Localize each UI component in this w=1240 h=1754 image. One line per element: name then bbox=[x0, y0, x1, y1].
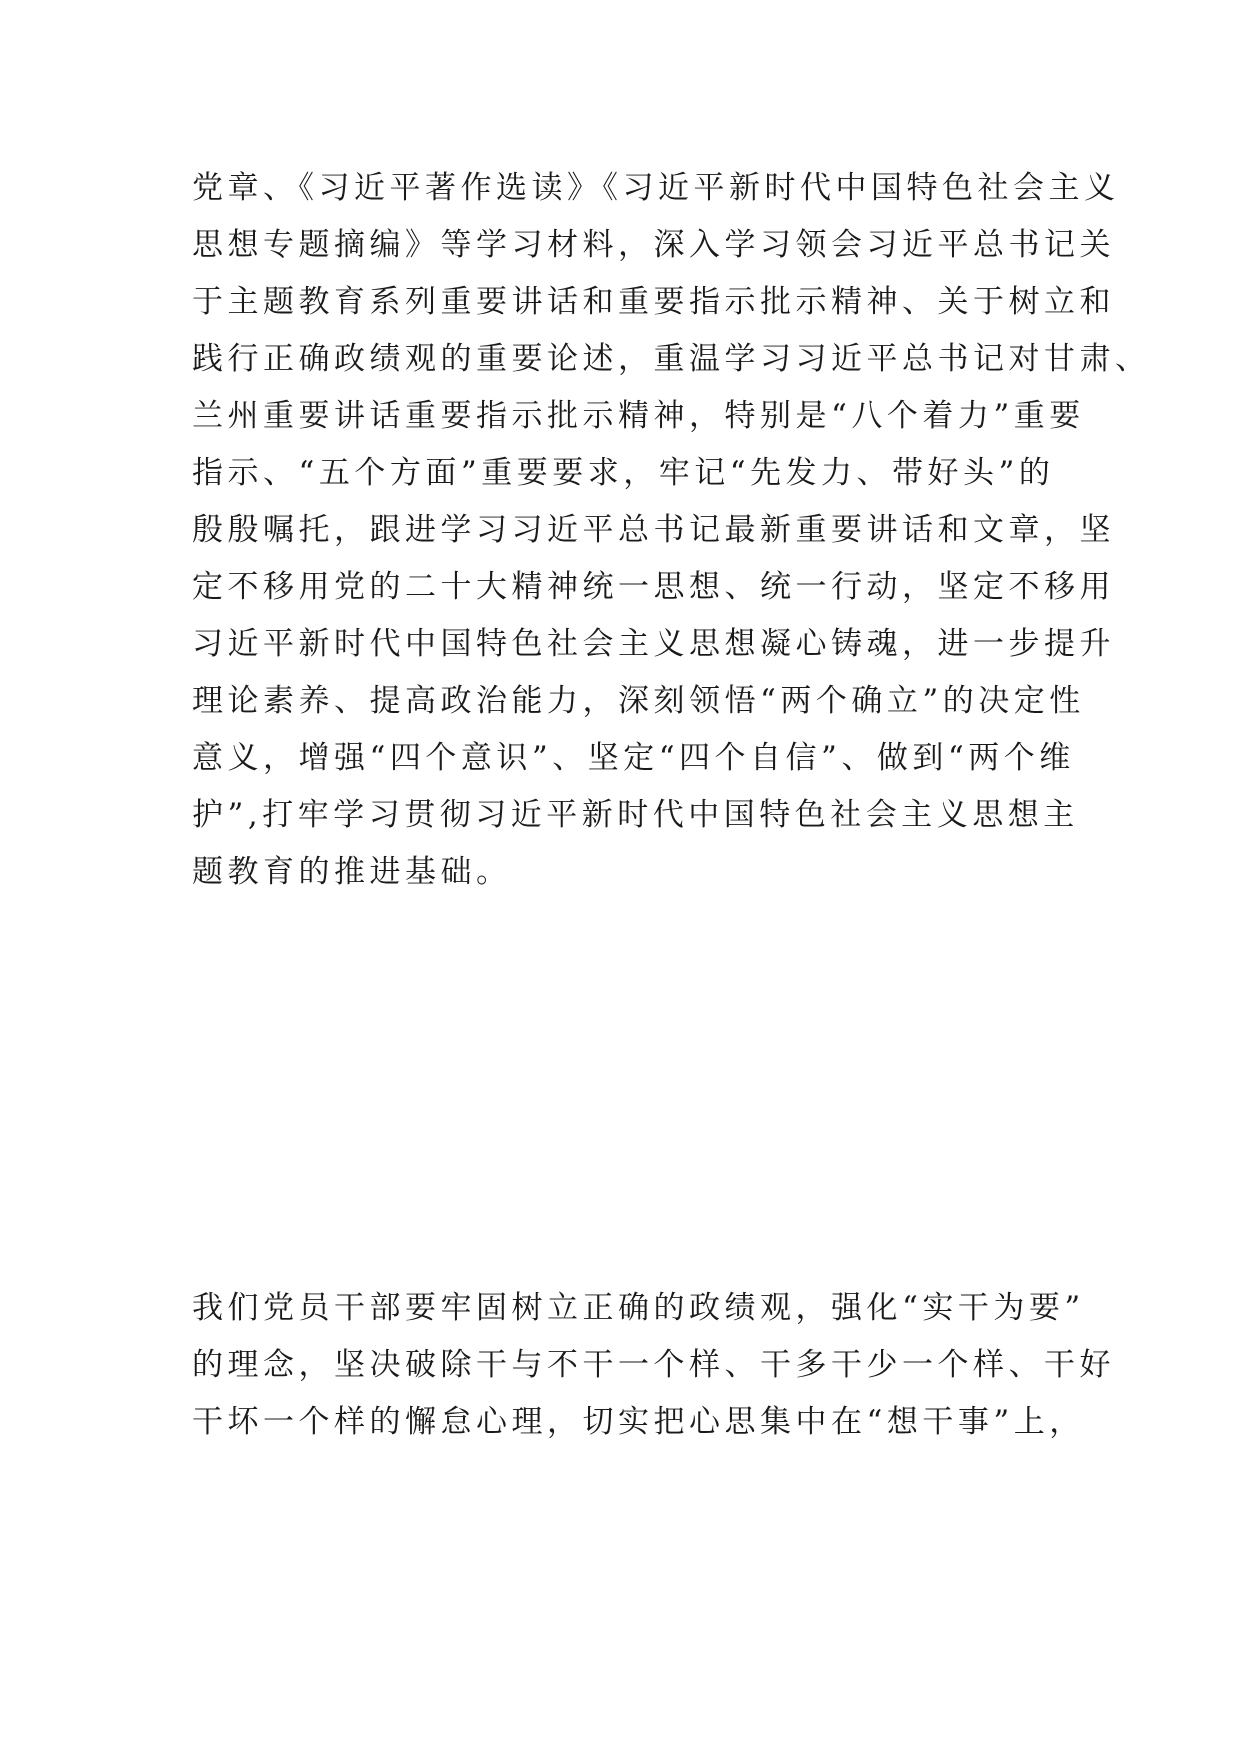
paragraph-achievement-outlook bbox=[192, 1280, 1115, 1451]
text-line: 于主题教育系列重要讲话和重要指示批示精神、关于树立和 bbox=[192, 284, 1115, 320]
paragraph-study-materials bbox=[192, 160, 1151, 901]
text-line: 题教育的推进基础。 bbox=[192, 854, 512, 890]
text-line: 党章、《习近平著作选读》《习近平新时代中国特色社会主义 bbox=[192, 170, 1120, 206]
text-line: 指示、“五个方面”重要要求，牢记“先发力、带好头”的 bbox=[192, 455, 1055, 491]
text-line: 兰州重要讲话重要指示批示精神，特别是“八个着力”重要 bbox=[192, 398, 1085, 434]
text-line: 践行正确政绩观的重要论述，重温学习习近平总书记对甘肃、 bbox=[192, 341, 1151, 377]
text-line: 我们党员干部要牢固树立正确的政绩观，强化“实干为要” bbox=[192, 1290, 1085, 1326]
text-line: 的理念，坚决破除干与不干一个样、干多干少一个样、干好 bbox=[192, 1347, 1115, 1383]
text-line: 习近平新时代中国特色社会主义思想凝心铸魂，进一步提升 bbox=[192, 626, 1115, 662]
text-line: 理论素养、提高政治能力，深刻领悟“两个确立”的决定性 bbox=[192, 683, 1085, 719]
text-line: 定不移用党的二十大精神统一思想、统一行动，坚定不移用 bbox=[192, 569, 1115, 605]
text-line: 干坏一个样的懈怠心理，切实把心思集中在“想干事”上， bbox=[192, 1404, 1085, 1440]
text-line: 护”,打牢学习贯彻习近平新时代中国特色社会主义思想主 bbox=[192, 797, 1079, 833]
text-line: 殷殷嘱托，跟进学习习近平总书记最新重要讲话和文章，坚 bbox=[192, 512, 1115, 548]
text-line: 意义，增强“四个意识”、坚定“四个自信”、做到“两个维 bbox=[192, 740, 1075, 776]
text-line: 思想专题摘编》等学习材料，深入学习领会习近平总书记关 bbox=[192, 227, 1115, 263]
